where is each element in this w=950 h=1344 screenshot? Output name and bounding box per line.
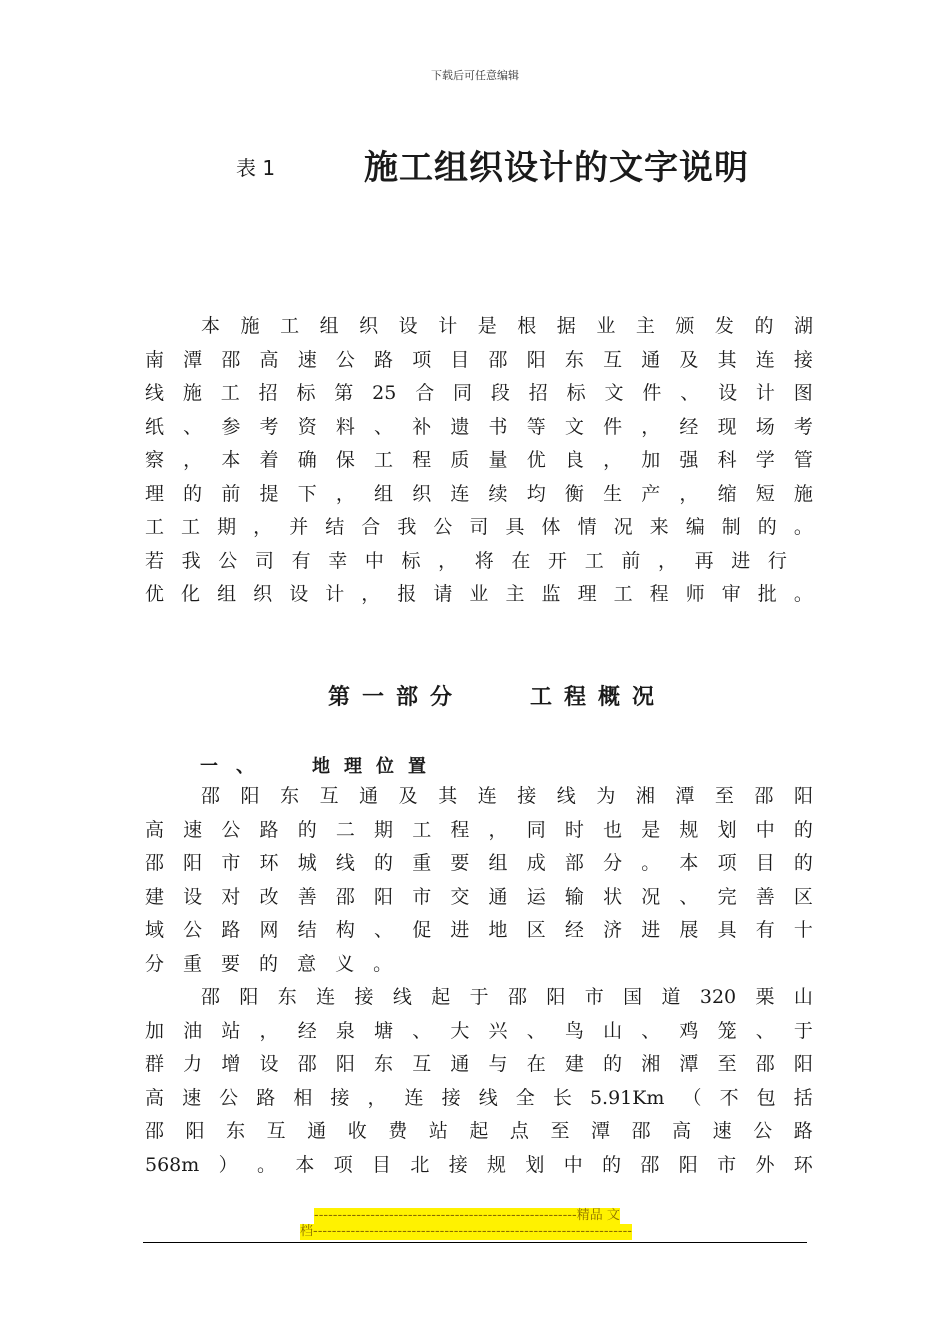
section-title: 地理位置 bbox=[312, 756, 440, 777]
text-line: 工 工 期 ， 并 结 合 我 公 司 具 体 情 况 来 编 制 的 。 bbox=[145, 516, 813, 538]
part-title: 工程概况 bbox=[530, 685, 667, 710]
text-line: 南 潭 邵 高 速 公 路 项 目 邵 阳 东 互 通 及 其 连 接 bbox=[145, 348, 813, 371]
footer-rule bbox=[143, 1242, 807, 1243]
section-heading bbox=[200, 752, 440, 778]
text-line: 分 重 要 的 意 义 。 bbox=[145, 952, 393, 975]
text-line: 纸 、 参 考 资 料 、 补 遗 书 等 文 件 ， 经 现 场 考 bbox=[145, 415, 813, 438]
text-line: 邵 阳 市 环 城 线 的 重 要 组 成 部 分 。 本 项 目 的 bbox=[145, 852, 813, 874]
text-line: 建 设 对 改 善 邵 阳 市 交 通 运 输 状 况 、 完 善 区 bbox=[145, 885, 813, 908]
document-title: 施工组织设计的文字说明 bbox=[364, 148, 749, 188]
text-line: 线 施 工 招 标 第 25 合 同 段 招 标 文 件 、 设 计 图 bbox=[145, 382, 813, 404]
text-line: 邵 阳 东 连 接 线 起 于 邵 阳 市 国 道 320 栗 山 bbox=[201, 986, 813, 1008]
footer-line-2: 档-------------------------------------------------------------------- bbox=[300, 1224, 632, 1239]
text-line: 高 速 公 路 的 二 期 工 程 ， 同 时 也 是 规 划 中 的 bbox=[145, 818, 813, 841]
intro-paragraph bbox=[145, 310, 813, 612]
text-line: 若 我 公 司 有 幸 中 标 ， 将 在 开 工 前 ， 再 进 行 bbox=[145, 549, 787, 572]
text-line: 邵 阳 东 互 通 收 费 站 起 点 至 潭 邵 高 速 公 路 bbox=[145, 1120, 813, 1142]
text-line: 高 速 公 路 相 接 ， 连 接 线 全 长 5.91Km （ 不 包 括 bbox=[145, 1086, 813, 1109]
part-number: 第一部分 bbox=[328, 685, 465, 710]
text-line: 优 化 组 织 设 计 ， 报 请 业 主 监 理 工 程 师 审 批 。 bbox=[145, 583, 813, 605]
text-line: 理 的 前 提 下 ， 组 织 连 续 均 衡 生 产 ， 缩 短 施 bbox=[145, 482, 813, 505]
part-heading bbox=[0, 680, 950, 714]
text-line: 加 油 站 ， 经 泉 塘 、 大 兴 、 鸟 山 、 鸡 笼 、 于 bbox=[145, 1019, 813, 1042]
body-paragraph bbox=[145, 780, 813, 1182]
text-line: 群 力 增 设 邵 阳 东 互 通 与 在 建 的 湘 潭 至 邵 阳 bbox=[145, 1053, 813, 1075]
text-line: 本 施 工 组 织 设 计 是 根 据 业 主 颁 发 的 湖 bbox=[201, 315, 813, 337]
section-number: 一、 bbox=[200, 756, 272, 777]
text-line: 域 公 路 网 结 构 、 促 进 地 区 经 济 进 展 具 有 十 bbox=[145, 919, 813, 941]
table-number: 表 1 bbox=[236, 156, 276, 180]
footer-line-1: --------------------------------------------------------精品 文 bbox=[314, 1208, 620, 1223]
text-line: 邵 阳 东 互 通 及 其 连 接 线 为 湘 潭 至 邵 阳 bbox=[201, 785, 813, 807]
text-line: 察 ， 本 着 确 保 工 程 质 量 优 良 ， 加 强 科 学 管 bbox=[145, 449, 813, 471]
title-row bbox=[0, 140, 950, 188]
header-note: 下载后可任意编辑 bbox=[431, 69, 519, 82]
footer-watermark bbox=[300, 1208, 650, 1240]
text-line: 568m ） 。 本 项 目 北 接 规 划 中 的 邵 阳 市 外 环 bbox=[145, 1153, 813, 1176]
